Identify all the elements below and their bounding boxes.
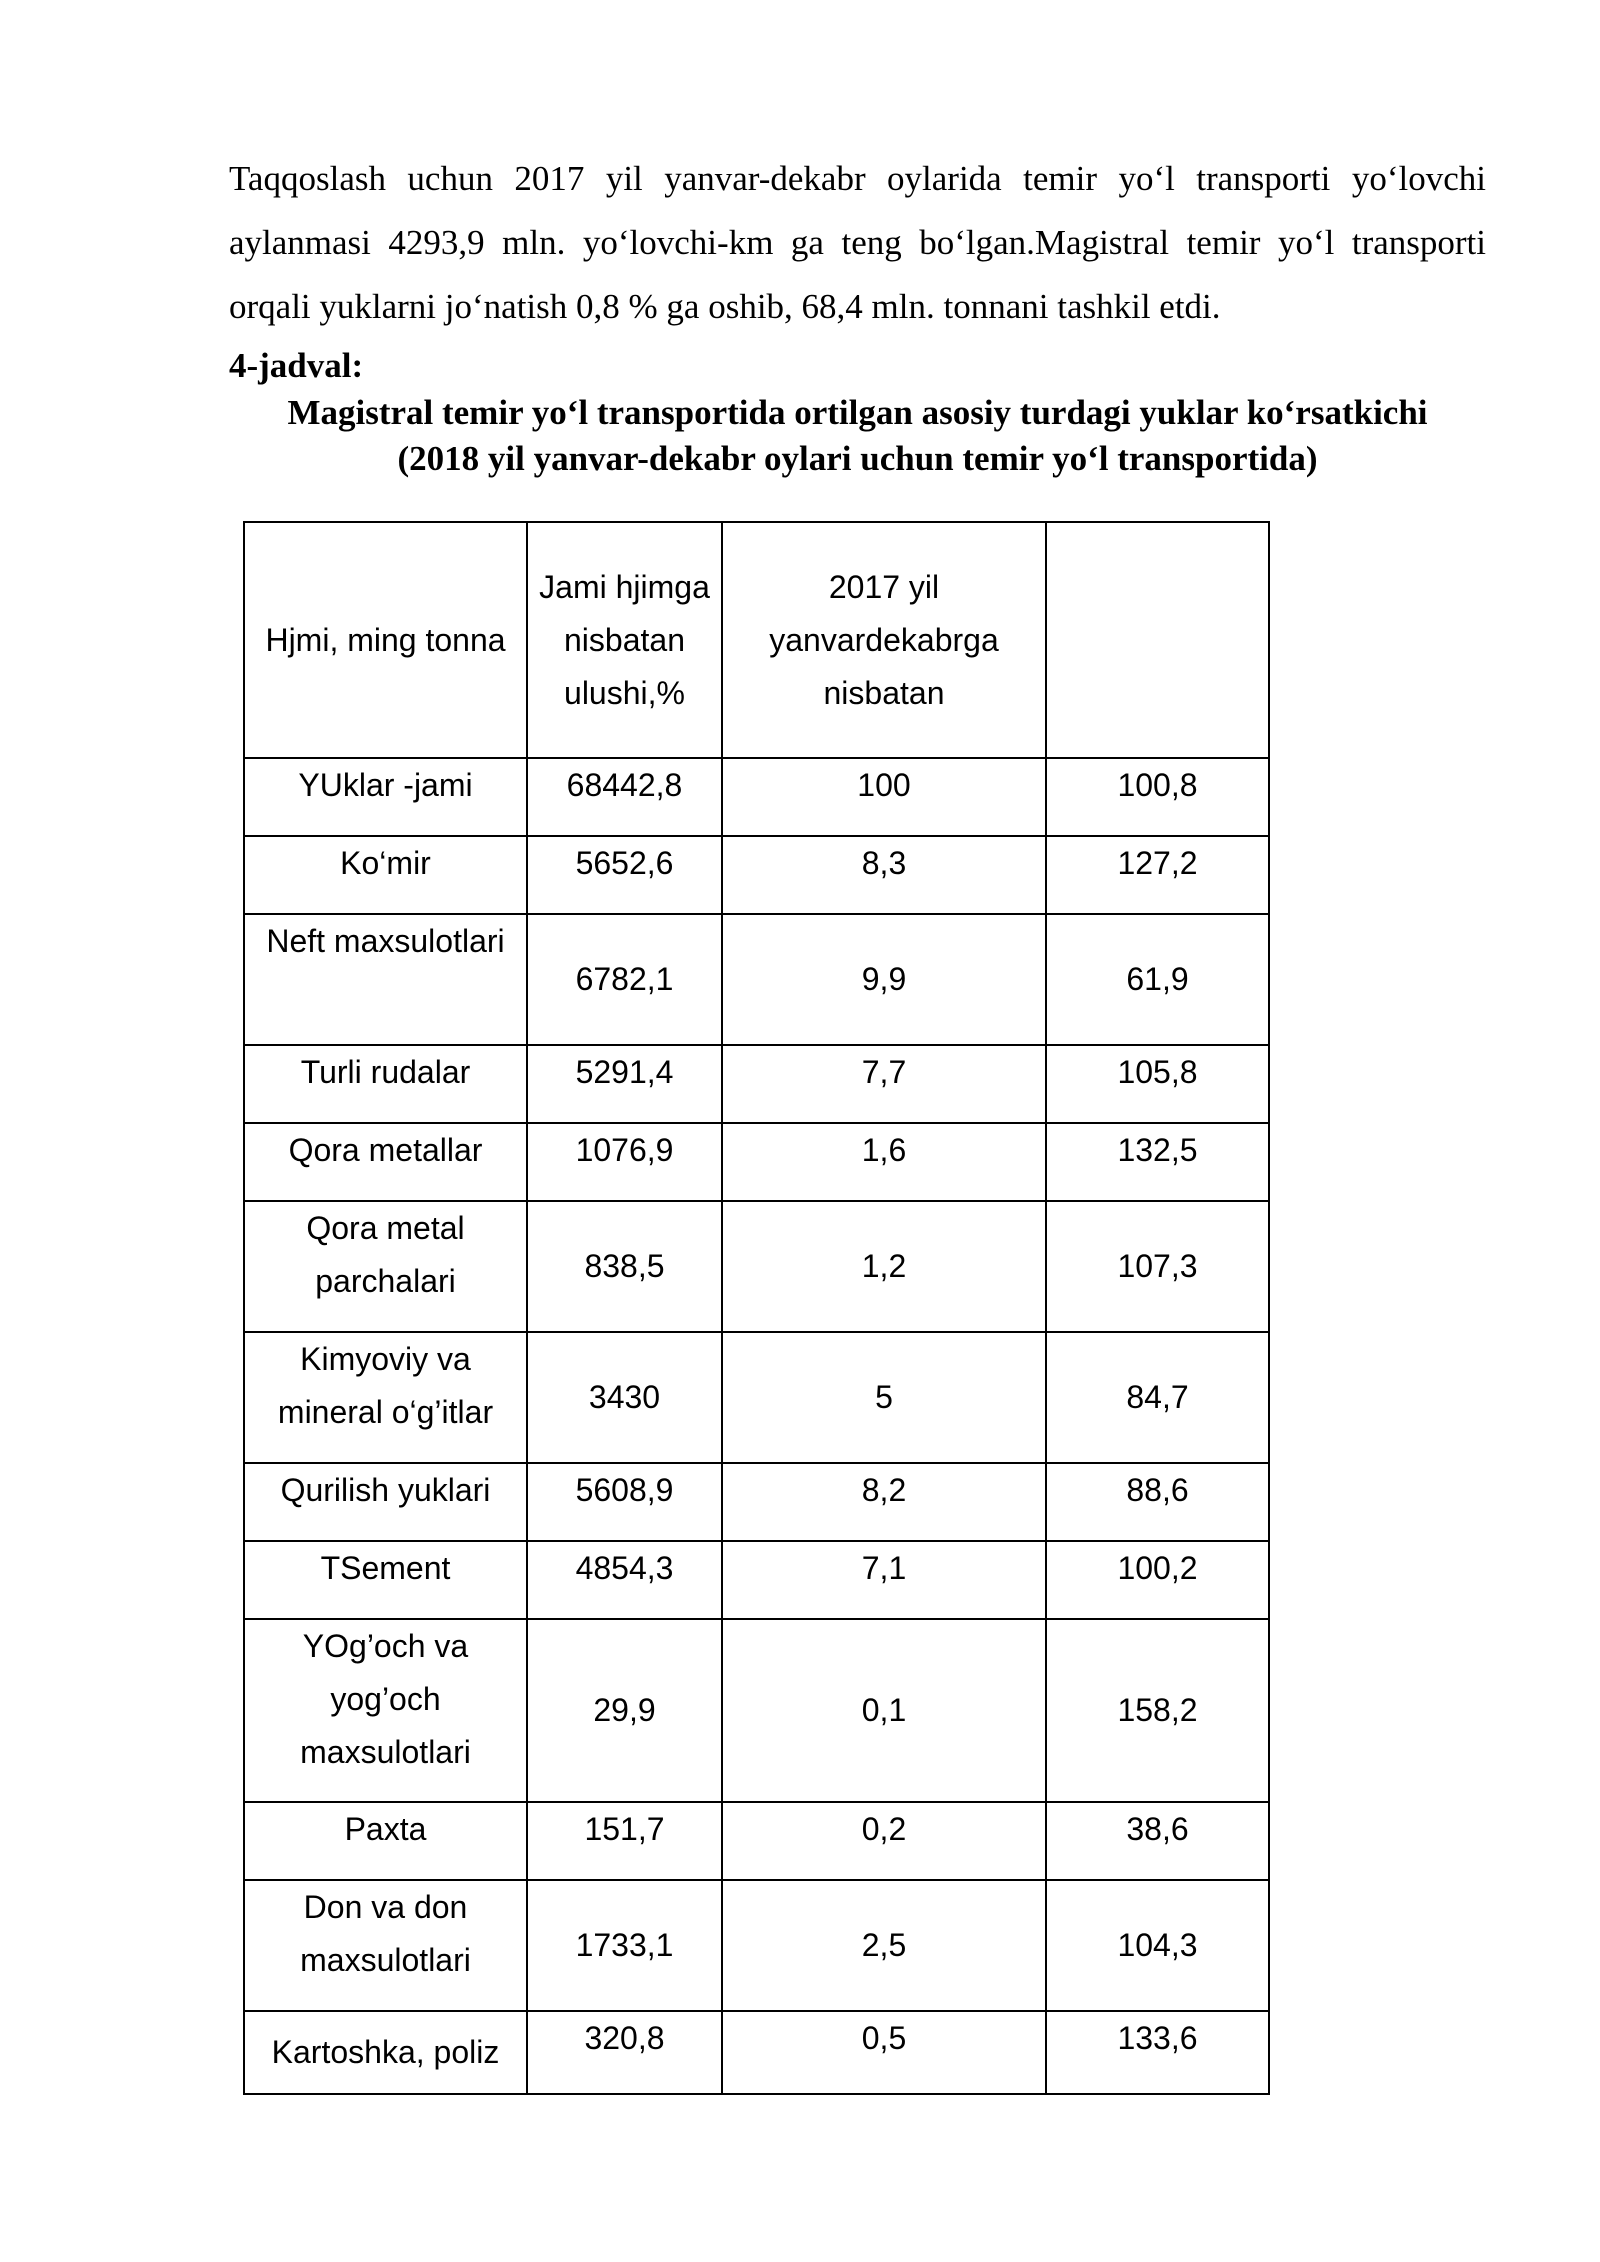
- cell-name: Qora metallar: [244, 1123, 527, 1201]
- cell-name: YUklar -jami: [244, 758, 527, 836]
- cell-vs2017: 100,8: [1046, 758, 1269, 836]
- cell-name: Qurilish yuklari: [244, 1463, 527, 1541]
- cell-volume: 68442,8: [527, 758, 722, 836]
- table-row: [244, 1619, 1269, 1802]
- cell-name: Turli rudalar: [244, 1045, 527, 1123]
- cell-vs2017: 105,8: [1046, 1045, 1269, 1123]
- cell-vs2017: 132,5: [1046, 1123, 1269, 1201]
- cell-name: Qora metal parchalari: [244, 1201, 527, 1332]
- cell-vs2017: 100,2: [1046, 1541, 1269, 1619]
- table-row: [244, 1541, 1269, 1619]
- cell-share: 1,2: [722, 1201, 1046, 1332]
- table-header: [244, 522, 1269, 758]
- cell-share: 7,1: [722, 1541, 1046, 1619]
- table-row: [244, 1463, 1269, 1541]
- cell-name: Kartoshka, poliz: [244, 2011, 527, 2094]
- header-empty: [1046, 522, 1269, 758]
- cell-name: YOg’och va yog’och maxsulotlari: [244, 1619, 527, 1802]
- cell-share: 0,5: [722, 2011, 1046, 2094]
- header-vs-2017: 2017 yil yanvardekabrga nisbatan: [722, 522, 1046, 758]
- cell-volume: 1733,1: [527, 1880, 722, 2011]
- table-body: [244, 758, 1269, 2094]
- cell-volume: 5652,6: [527, 836, 722, 914]
- cell-share: 100: [722, 758, 1046, 836]
- table-row: [244, 1123, 1269, 1201]
- table-caption: [229, 390, 1486, 482]
- cell-name: Paxta: [244, 1802, 527, 1880]
- cell-volume: 3430: [527, 1332, 722, 1463]
- cell-vs2017: 127,2: [1046, 836, 1269, 914]
- cell-volume: 838,5: [527, 1201, 722, 1332]
- cell-name: Ko‘mir: [244, 836, 527, 914]
- cell-share: 7,7: [722, 1045, 1046, 1123]
- cell-vs2017: 84,7: [1046, 1332, 1269, 1463]
- table-row: [244, 758, 1269, 836]
- cell-share: 0,1: [722, 1619, 1046, 1802]
- cell-name: TSement: [244, 1541, 527, 1619]
- cell-share: 9,9: [722, 914, 1046, 1045]
- cell-share: 1,6: [722, 1123, 1046, 1201]
- header-share: Jami hjimga nisbatan ulushi,%: [527, 522, 722, 758]
- cell-name: Kimyoviy va mineral o‘g’itlar: [244, 1332, 527, 1463]
- table-row: [244, 914, 1269, 1045]
- cargo-table: [243, 521, 1270, 2095]
- cell-share: 2,5: [722, 1880, 1046, 2011]
- cell-vs2017: 133,6: [1046, 2011, 1269, 2094]
- cell-volume: 320,8: [527, 2011, 722, 2094]
- intro-paragraph: Taqqoslash uchun 2017 yil yanvar-dekabr oylarida temir yo‘l transporti yo‘lovchi aylanmasi 4293,9 mln. yo‘lovchi-km ga teng bo‘lgan.Magistral temir yo‘l transporti orqali yuklarni jo‘natish 0,8 % ga oshib, 68,4 mln. tonnani tashkil etdi.: [229, 159, 1486, 326]
- cell-share: 8,3: [722, 836, 1046, 914]
- cell-share: 8,2: [722, 1463, 1046, 1541]
- cell-vs2017: 38,6: [1046, 1802, 1269, 1880]
- header-volume: Hjmi, ming tonna: [244, 522, 527, 758]
- table-row: [244, 1880, 1269, 2011]
- cell-vs2017: 107,3: [1046, 1201, 1269, 1332]
- table-title-line-1: Magistral temir yo‘l transportida ortilgan asosiy turdagi yuklar ko‘rsatkichi: [287, 393, 1428, 432]
- cell-volume: 4854,3: [527, 1541, 722, 1619]
- header-row: [244, 522, 1269, 758]
- table-row: [244, 1045, 1269, 1123]
- cell-volume: 6782,1: [527, 914, 722, 1045]
- table-row: [244, 836, 1269, 914]
- table-label: 4-jadval:: [229, 346, 364, 385]
- cell-vs2017: 158,2: [1046, 1619, 1269, 1802]
- cell-name: Neft maxsulotlari: [244, 914, 527, 1045]
- table-row: [244, 1802, 1269, 1880]
- cell-share: 0,2: [722, 1802, 1046, 1880]
- table-row: [244, 2011, 1269, 2094]
- cell-vs2017: 61,9: [1046, 914, 1269, 1045]
- cell-volume: 151,7: [527, 1802, 722, 1880]
- cell-vs2017: 104,3: [1046, 1880, 1269, 2011]
- cell-share: 5: [722, 1332, 1046, 1463]
- cell-volume: 1076,9: [527, 1123, 722, 1201]
- table-row: [244, 1201, 1269, 1332]
- cell-volume: 29,9: [527, 1619, 722, 1802]
- table-row: [244, 1332, 1269, 1463]
- cell-name: Don va don maxsulotlari: [244, 1880, 527, 2011]
- cell-volume: 5608,9: [527, 1463, 722, 1541]
- cell-vs2017: 88,6: [1046, 1463, 1269, 1541]
- cell-volume: 5291,4: [527, 1045, 722, 1123]
- table-title-line-2: (2018 yil yanvar-dekabr oylari uchun temir yo‘l transportida): [397, 439, 1318, 478]
